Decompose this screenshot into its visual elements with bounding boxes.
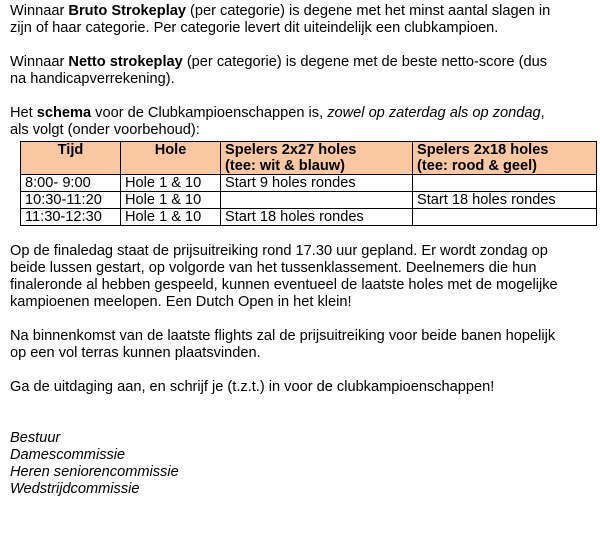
finale-line: Op de finaledag staat de prijsuitreiking rond 17.30 uur gepland. Er wordt zondag op (10, 243, 548, 259)
finale-line: beide lussen gestart, op volgorde van het tussenklassement. Deelnemers die hun (10, 260, 537, 276)
bruto-term: Bruto Strokeplay (68, 3, 186, 19)
table-header-row (21, 142, 597, 175)
schema-line-1 (10, 105, 590, 122)
schema-term: schema (36, 105, 92, 121)
cell-spelers-27: Start 9 holes rondes (221, 175, 413, 192)
table-row (21, 175, 597, 192)
netto-lead: Winnaar (10, 54, 69, 70)
finale-paragraph (10, 243, 590, 311)
header-spelers-27-line-1: Spelers 2x27 holes (225, 142, 357, 158)
uitdaging-paragraph: Ga de uitdaging aan, en schrijf je (t.z.t.) in voor de clubkampioenschappen! (10, 379, 495, 395)
schema-line-2: als volgt (onder voorbehoud): (10, 122, 200, 138)
cell-spelers-27: Start 18 holes rondes (221, 209, 413, 226)
signature-line: Bestuur (10, 430, 61, 446)
header-spelers-27 (221, 142, 413, 175)
header-spelers-18-line-1: Spelers 2x18 holes (417, 142, 549, 158)
cell-spelers-18 (413, 209, 597, 226)
header-spelers-27-line-2: (tee: wit & blauw) (225, 158, 345, 174)
schema-paragraph (10, 105, 590, 139)
bruto-paragraph (10, 3, 590, 37)
cell-spelers-18: Start 18 holes rondes (413, 192, 597, 209)
schema-lead: Het (10, 105, 37, 121)
netto-term: Netto strokeplay (68, 54, 183, 70)
signature-line: Damescommissie (10, 447, 126, 463)
schema-end: , (540, 105, 545, 121)
header-tijd: Tijd (21, 142, 121, 175)
table-row (21, 192, 597, 209)
finale-line: finaleronde al hebben gespeeld, kunnen eventueel de laatste holes met de mogelijke (10, 277, 558, 293)
signature-line: Heren seniorencommissie (10, 464, 179, 480)
netto-paragraph (10, 54, 590, 88)
bruto-lead: Winnaar (10, 3, 69, 19)
schema-middle: voor de Clubkampioenschappen is, (91, 105, 328, 121)
binnenkomst-paragraph (10, 328, 590, 362)
cell-tijd: 8:00- 9:00 (21, 175, 121, 192)
header-spelers-18 (413, 142, 597, 175)
bruto-rest: (per categorie) is degene met het minst aantal slagen in (186, 3, 551, 19)
netto-rest: (per categorie) is degene met de beste netto-score (dus (182, 54, 547, 70)
signature-block (10, 430, 590, 498)
cell-spelers-18 (413, 175, 597, 192)
cell-tijd: 10:30-11:20 (21, 192, 121, 209)
cell-hole: Hole 1 & 10 (121, 175, 221, 192)
cell-tijd: 11:30-12:30 (21, 209, 121, 226)
schema-italic: zowel op zaterdag als op zondag (327, 105, 541, 121)
bruto-line-2: zijn of haar categorie. Per categorie levert dit uiteindelijk een clubkampioen. (10, 20, 499, 36)
header-spelers-18-line-2: (tee: rood & geel) (417, 158, 537, 174)
netto-line-1 (10, 54, 590, 71)
table-row (21, 209, 597, 226)
binnenkomst-line: op een vol terras kunnen plaatsvinden. (10, 345, 261, 361)
signature-line: Wedstrijdcommissie (10, 481, 140, 497)
finale-line: kampioenen meelopen. Een Dutch Open in het klein! (10, 294, 352, 310)
schedule-table (20, 141, 597, 226)
binnenkomst-line: Na binnenkomst van de laatste flights zal de prijsuitreiking voor beide banen hopelijk (10, 328, 556, 344)
netto-line-2: na handicapverrekening). (10, 71, 175, 87)
cell-hole: Hole 1 & 10 (121, 209, 221, 226)
bruto-line-1 (10, 3, 590, 20)
cell-spelers-27 (221, 192, 413, 209)
header-hole: Hole (121, 142, 221, 175)
cell-hole: Hole 1 & 10 (121, 192, 221, 209)
